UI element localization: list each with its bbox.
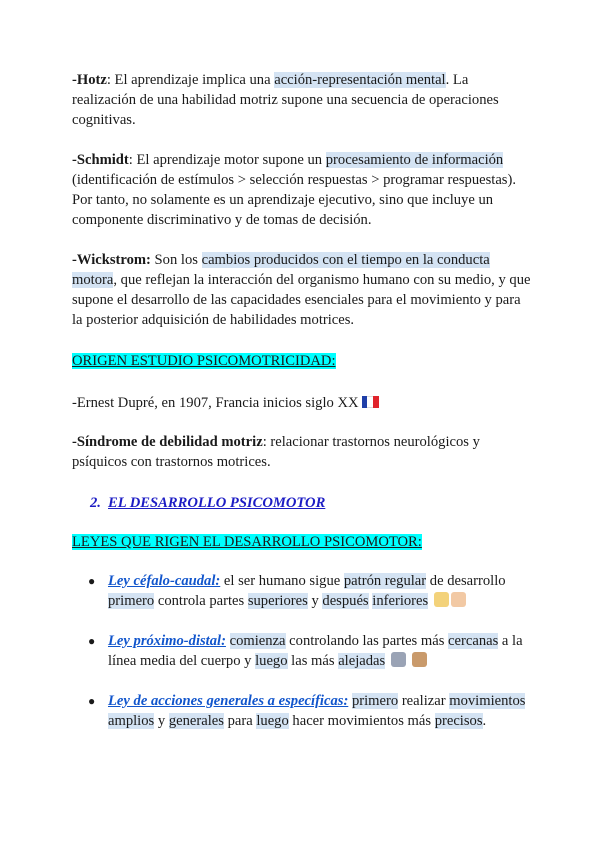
wickstrom-text-2: , que reflejan la interacción del organismo humano con su medio, y que supone el desarrollo de las capacidades esenciales para el movimiento y para la posterior adquisición de habilidades motrices. <box>72 272 531 328</box>
law-title-acciones-generales[interactable]: Ley de acciones generales a específicas: <box>108 693 349 709</box>
sindrome-name: -Síndrome de debilidad motriz <box>72 434 263 450</box>
wickstrom-name: -Wickstrom: <box>72 252 151 268</box>
law-text: . <box>482 713 487 729</box>
wickstrom-paragraph <box>72 250 532 330</box>
bullet-icon: ● <box>88 574 96 588</box>
law-text: y <box>154 713 169 729</box>
section-2-number: 2. <box>90 495 101 511</box>
schmidt-text-1: : El aprendizaje motor supone un <box>128 152 326 168</box>
woman-emoji-icon <box>434 592 449 607</box>
law-highlight: inferiores <box>372 593 429 609</box>
law-text <box>385 653 389 669</box>
schmidt-text-2: (identificación de estímulos > selección respuestas > programar respuestas). Por tanto, no solamente es un aprendizaje ejecutivo, sino que incluye un componente discriminativo y de tomas de decisión. <box>72 172 516 228</box>
law-highlight: patrón regular <box>343 573 427 589</box>
law-highlight: generales <box>168 713 224 729</box>
hotz-text-2: . La realización de una habilidad motriz supone una secuencia de operaciones cognitivas. <box>72 72 499 128</box>
leyes-heading-text: LEYES QUE RIGEN EL DESARROLLO PSICOMOTOR: <box>72 534 422 550</box>
law-highlight: superiores <box>247 593 308 609</box>
leg-emoji-icon <box>451 592 466 607</box>
hotz-paragraph <box>72 70 532 130</box>
bullet-icon: ● <box>88 694 96 708</box>
schmidt-name: -Schmidt <box>72 152 129 168</box>
origen-heading <box>72 351 532 371</box>
origen-heading-text: ORIGEN ESTUDIO PSICOMOTRICIDAD: <box>72 353 336 369</box>
arm-emoji-icon <box>391 652 406 667</box>
section-2-title[interactable]: EL DESARROLLO PSICOMOTOR <box>108 495 326 511</box>
law-title-proximo-distal[interactable]: Ley próximo-distal: <box>108 633 226 649</box>
dupre-text: -Ernest Dupré, en 1907, Francia inicios siglo XX <box>72 395 359 411</box>
law-highlight: primero <box>108 593 155 609</box>
wickstrom-highlight: cambios producidos con el tiempo en la conducta motora <box>72 252 490 288</box>
list-item <box>72 571 532 611</box>
leyes-heading <box>72 532 532 552</box>
law-highlight: primero <box>351 693 399 709</box>
law-highlight: luego <box>256 713 289 729</box>
list-item <box>72 631 532 671</box>
law-highlight: cercanas <box>448 633 499 649</box>
law-highlight: amplios <box>108 713 155 729</box>
law-highlight: comienza <box>229 633 286 649</box>
law-text: realizar <box>398 693 450 709</box>
sindrome-text: : relacionar trastornos neurológicos y psíquicos con trastornos motrices. <box>72 434 480 470</box>
hotz-text-1: : El aprendizaje implica una <box>106 72 275 88</box>
law-text: hacer movimientos más <box>288 713 435 729</box>
law-text: controlando las partes más <box>285 633 449 649</box>
law-highlight: después <box>322 593 369 609</box>
law-text: controla partes <box>154 593 248 609</box>
law-title-cefalo-caudal[interactable]: Ley céfalo-caudal: <box>108 573 221 589</box>
hand-emoji-icon <box>412 652 427 667</box>
law-highlight: movimientos <box>449 693 526 709</box>
dupre-line <box>72 393 532 413</box>
wickstrom-text-1: Son los <box>150 252 202 268</box>
hotz-highlight: acción-representación mental <box>274 72 446 88</box>
bullet-icon: ● <box>88 634 96 648</box>
section-2-heading <box>90 493 550 513</box>
law-text: y <box>307 593 323 609</box>
law-text: a la línea media del cuerpo y <box>108 633 523 669</box>
sindrome-paragraph <box>72 432 532 472</box>
law-highlight: precisos <box>434 713 483 729</box>
schmidt-highlight: procesamiento de información <box>325 152 504 168</box>
law-text: para <box>223 713 257 729</box>
laws-list <box>72 571 532 731</box>
law-text: las más <box>287 653 339 669</box>
law-highlight: luego <box>255 653 288 669</box>
law-text: de desarrollo <box>426 573 506 589</box>
list-item <box>72 691 532 731</box>
hotz-name: -Hotz <box>72 72 107 88</box>
france-flag-icon <box>362 396 379 408</box>
law-text <box>428 593 432 609</box>
law-text: el ser humano sigue <box>220 573 344 589</box>
schmidt-paragraph <box>72 150 532 230</box>
law-highlight: alejadas <box>338 653 386 669</box>
